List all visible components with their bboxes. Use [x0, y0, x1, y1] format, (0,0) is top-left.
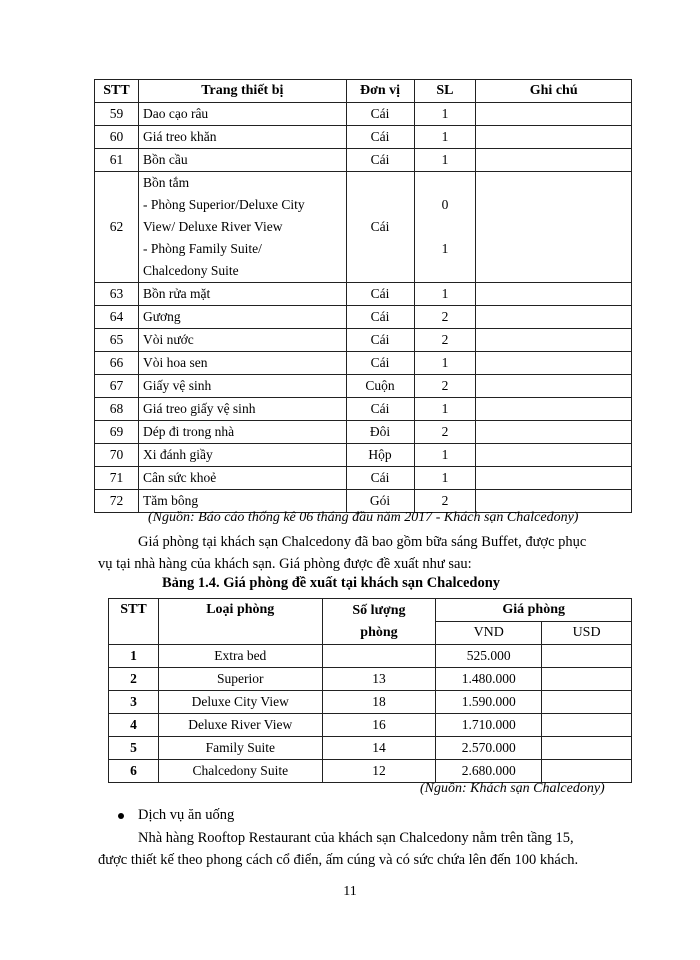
cell-unit: Cái — [346, 398, 414, 421]
qty-line: 0 — [441, 197, 449, 212]
cell-vnd: 2.570.000 — [436, 737, 542, 760]
cell-usd — [542, 760, 632, 783]
cell-note — [476, 103, 632, 126]
cell-room-count: 12 — [322, 760, 436, 783]
cell-room-type: Deluxe City View — [158, 691, 322, 714]
bullet-label: Dịch vụ ăn uống — [138, 807, 235, 823]
cell-stt: 64 — [95, 306, 139, 329]
cell-room-type: Deluxe River View — [158, 714, 322, 737]
table2-source: (Nguồn: Khách sạn Chalcedony) — [420, 781, 605, 796]
cell-vnd: 1.710.000 — [436, 714, 542, 737]
table-row — [95, 329, 632, 352]
cell-room-count — [322, 645, 436, 668]
cell-note — [476, 398, 632, 421]
table-row — [109, 737, 632, 760]
cell-stt: 70 — [95, 444, 139, 467]
cell-note — [476, 329, 632, 352]
cell-note — [476, 149, 632, 172]
cell-stt: 71 — [95, 467, 139, 490]
cell-qty: 2 — [414, 306, 476, 329]
cell-qty: 1 — [414, 352, 476, 375]
cell-qty: 2 — [414, 375, 476, 398]
item-line: Bồn tắm — [142, 175, 190, 190]
cell-unit: Đôi — [346, 421, 414, 444]
cell-unit: Cái — [346, 283, 414, 306]
cell-stt: 1 — [109, 645, 159, 668]
cell-stt: 67 — [95, 375, 139, 398]
header-price: Giá phòng — [436, 599, 632, 622]
cell-stt: 61 — [95, 149, 139, 172]
cell-qty: 2 — [414, 329, 476, 352]
cell-stt: 65 — [95, 329, 139, 352]
header-quantity: SL — [414, 80, 476, 103]
cell-room-count: 13 — [322, 668, 436, 691]
cell-item: Tăm bông — [138, 490, 346, 513]
table-row — [95, 283, 632, 306]
header-usd: USD — [542, 622, 632, 645]
table-row — [95, 126, 632, 149]
cell-item: Xi đánh giầy — [138, 444, 346, 467]
table-row — [95, 103, 632, 126]
cell-stt: 62 — [95, 172, 139, 283]
cell-stt: 4 — [109, 714, 159, 737]
item-line: View/ Deluxe River View — [142, 219, 283, 234]
cell-stt: 3 — [109, 691, 159, 714]
cell-item: Vòi hoa sen — [138, 352, 346, 375]
cell-item: Giá treo khăn — [138, 126, 346, 149]
table-row — [95, 421, 632, 444]
cell-item: Cân sức khoẻ — [138, 467, 346, 490]
header-room-count-line1: Số lượng — [352, 602, 406, 618]
header-vnd: VND — [436, 622, 542, 645]
paragraph2-line2: được thiết kế theo phong cách cổ điển, ấm cúng và có sức chứa lên đến 100 khách. — [98, 852, 579, 868]
cell-vnd: 525.000 — [436, 645, 542, 668]
cell-note — [476, 172, 632, 283]
table-row — [95, 444, 632, 467]
header-room-type: Loại phòng — [158, 599, 322, 645]
cell-qty: 1 — [414, 103, 476, 126]
paragraph2-line1: Nhà hàng Rooftop Restaurant của khách sạn Chalcedony nằm trên tầng 15, — [138, 830, 574, 846]
cell-qty: 2 — [414, 421, 476, 444]
cell-qty: 1 — [414, 149, 476, 172]
header-stt: STT — [95, 80, 139, 103]
cell-qty: 2 — [414, 490, 476, 513]
cell-note — [476, 375, 632, 398]
cell-vnd: 1.590.000 — [436, 691, 542, 714]
table-row — [109, 668, 632, 691]
cell-qty-multiline — [414, 172, 476, 283]
cell-usd — [542, 691, 632, 714]
cell-note — [476, 444, 632, 467]
cell-room-type: Chalcedony Suite — [158, 760, 322, 783]
cell-stt: 72 — [95, 490, 139, 513]
cell-item: Dao cạo râu — [138, 103, 346, 126]
cell-stt: 60 — [95, 126, 139, 149]
cell-note — [476, 283, 632, 306]
cell-qty: 1 — [414, 126, 476, 149]
cell-qty: 1 — [414, 467, 476, 490]
cell-qty: 1 — [414, 444, 476, 467]
cell-item: Dép đi trong nhà — [138, 421, 346, 444]
cell-unit: Cái — [346, 352, 414, 375]
cell-item: Giá treo giấy vệ sinh — [138, 398, 346, 421]
equipment-table — [94, 79, 632, 513]
cell-room-count: 16 — [322, 714, 436, 737]
cell-room-count: 14 — [322, 737, 436, 760]
cell-stt: 6 — [109, 760, 159, 783]
cell-item-multiline — [138, 172, 346, 283]
cell-item: Giấy vệ sinh — [138, 375, 346, 398]
table-row — [109, 714, 632, 737]
table-row — [95, 306, 632, 329]
cell-stt: 68 — [95, 398, 139, 421]
cell-item: Bồn rửa mặt — [138, 283, 346, 306]
header-room-count-line2: phòng — [360, 624, 398, 640]
cell-stt: 63 — [95, 283, 139, 306]
header-stt: STT — [109, 599, 159, 645]
paragraph1-line2: vụ tại nhà hàng của khách sạn. Giá phòng được đề xuất như sau: — [98, 556, 472, 572]
cell-qty: 1 — [414, 283, 476, 306]
cell-unit: Cái — [346, 149, 414, 172]
cell-unit: Hộp — [346, 444, 414, 467]
cell-note — [476, 421, 632, 444]
cell-usd — [542, 645, 632, 668]
header-note: Ghi chú — [476, 80, 632, 103]
cell-stt: 59 — [95, 103, 139, 126]
cell-unit: Cái — [346, 306, 414, 329]
cell-unit: Cái — [346, 172, 414, 283]
cell-stt: 69 — [95, 421, 139, 444]
cell-note — [476, 306, 632, 329]
cell-usd — [542, 668, 632, 691]
table-row — [95, 467, 632, 490]
cell-room-type: Family Suite — [158, 737, 322, 760]
table-header-row — [95, 80, 632, 103]
table-row — [95, 149, 632, 172]
table-row — [95, 375, 632, 398]
cell-note — [476, 467, 632, 490]
paragraph1-line1: Giá phòng tại khách sạn Chalcedony đã bao gồm bữa sáng Buffet, được phục — [138, 534, 587, 550]
header-unit: Đơn vị — [346, 80, 414, 103]
item-line: - Phòng Family Suite/ — [142, 241, 262, 256]
cell-unit: Cuộn — [346, 375, 414, 398]
cell-room-type: Extra bed — [158, 645, 322, 668]
cell-room-count: 18 — [322, 691, 436, 714]
table2-caption: Bảng 1.4. Giá phòng đề xuất tại khách sạn Chalcedony — [162, 575, 501, 591]
cell-item: Vòi nước — [138, 329, 346, 352]
cell-stt: 66 — [95, 352, 139, 375]
table-row — [109, 760, 632, 783]
cell-note — [476, 126, 632, 149]
qty-line: 1 — [441, 241, 449, 256]
header-equipment: Trang thiết bị — [138, 80, 346, 103]
cell-usd — [542, 714, 632, 737]
page-number: 11 — [343, 884, 357, 899]
table-row — [95, 398, 632, 421]
cell-stt: 2 — [109, 668, 159, 691]
cell-unit: Cái — [346, 467, 414, 490]
item-line: Chalcedony Suite — [142, 263, 239, 278]
cell-unit: Gói — [346, 490, 414, 513]
table-row — [109, 691, 632, 714]
bullet-icon — [118, 813, 124, 819]
header-room-count — [322, 599, 436, 645]
cell-item: Bồn cầu — [138, 149, 346, 172]
cell-note — [476, 352, 632, 375]
cell-item: Gương — [138, 306, 346, 329]
cell-vnd: 2.680.000 — [436, 760, 542, 783]
room-price-table — [108, 598, 632, 783]
item-line: - Phòng Superior/Deluxe City — [142, 197, 305, 212]
cell-stt: 5 — [109, 737, 159, 760]
bullet-item — [118, 804, 234, 826]
table1-source: (Nguồn: Báo cáo thống kê 06 tháng đầu năm 2017 - Khách sạn Chalcedony) — [148, 510, 579, 525]
cell-qty: 1 — [414, 398, 476, 421]
cell-unit: Cái — [346, 126, 414, 149]
table-row — [109, 645, 632, 668]
cell-unit: Cái — [346, 329, 414, 352]
table-header-row — [109, 599, 632, 622]
table-row — [95, 172, 632, 283]
cell-room-type: Superior — [158, 668, 322, 691]
cell-unit: Cái — [346, 103, 414, 126]
cell-usd — [542, 737, 632, 760]
cell-vnd: 1.480.000 — [436, 668, 542, 691]
table-row — [95, 352, 632, 375]
